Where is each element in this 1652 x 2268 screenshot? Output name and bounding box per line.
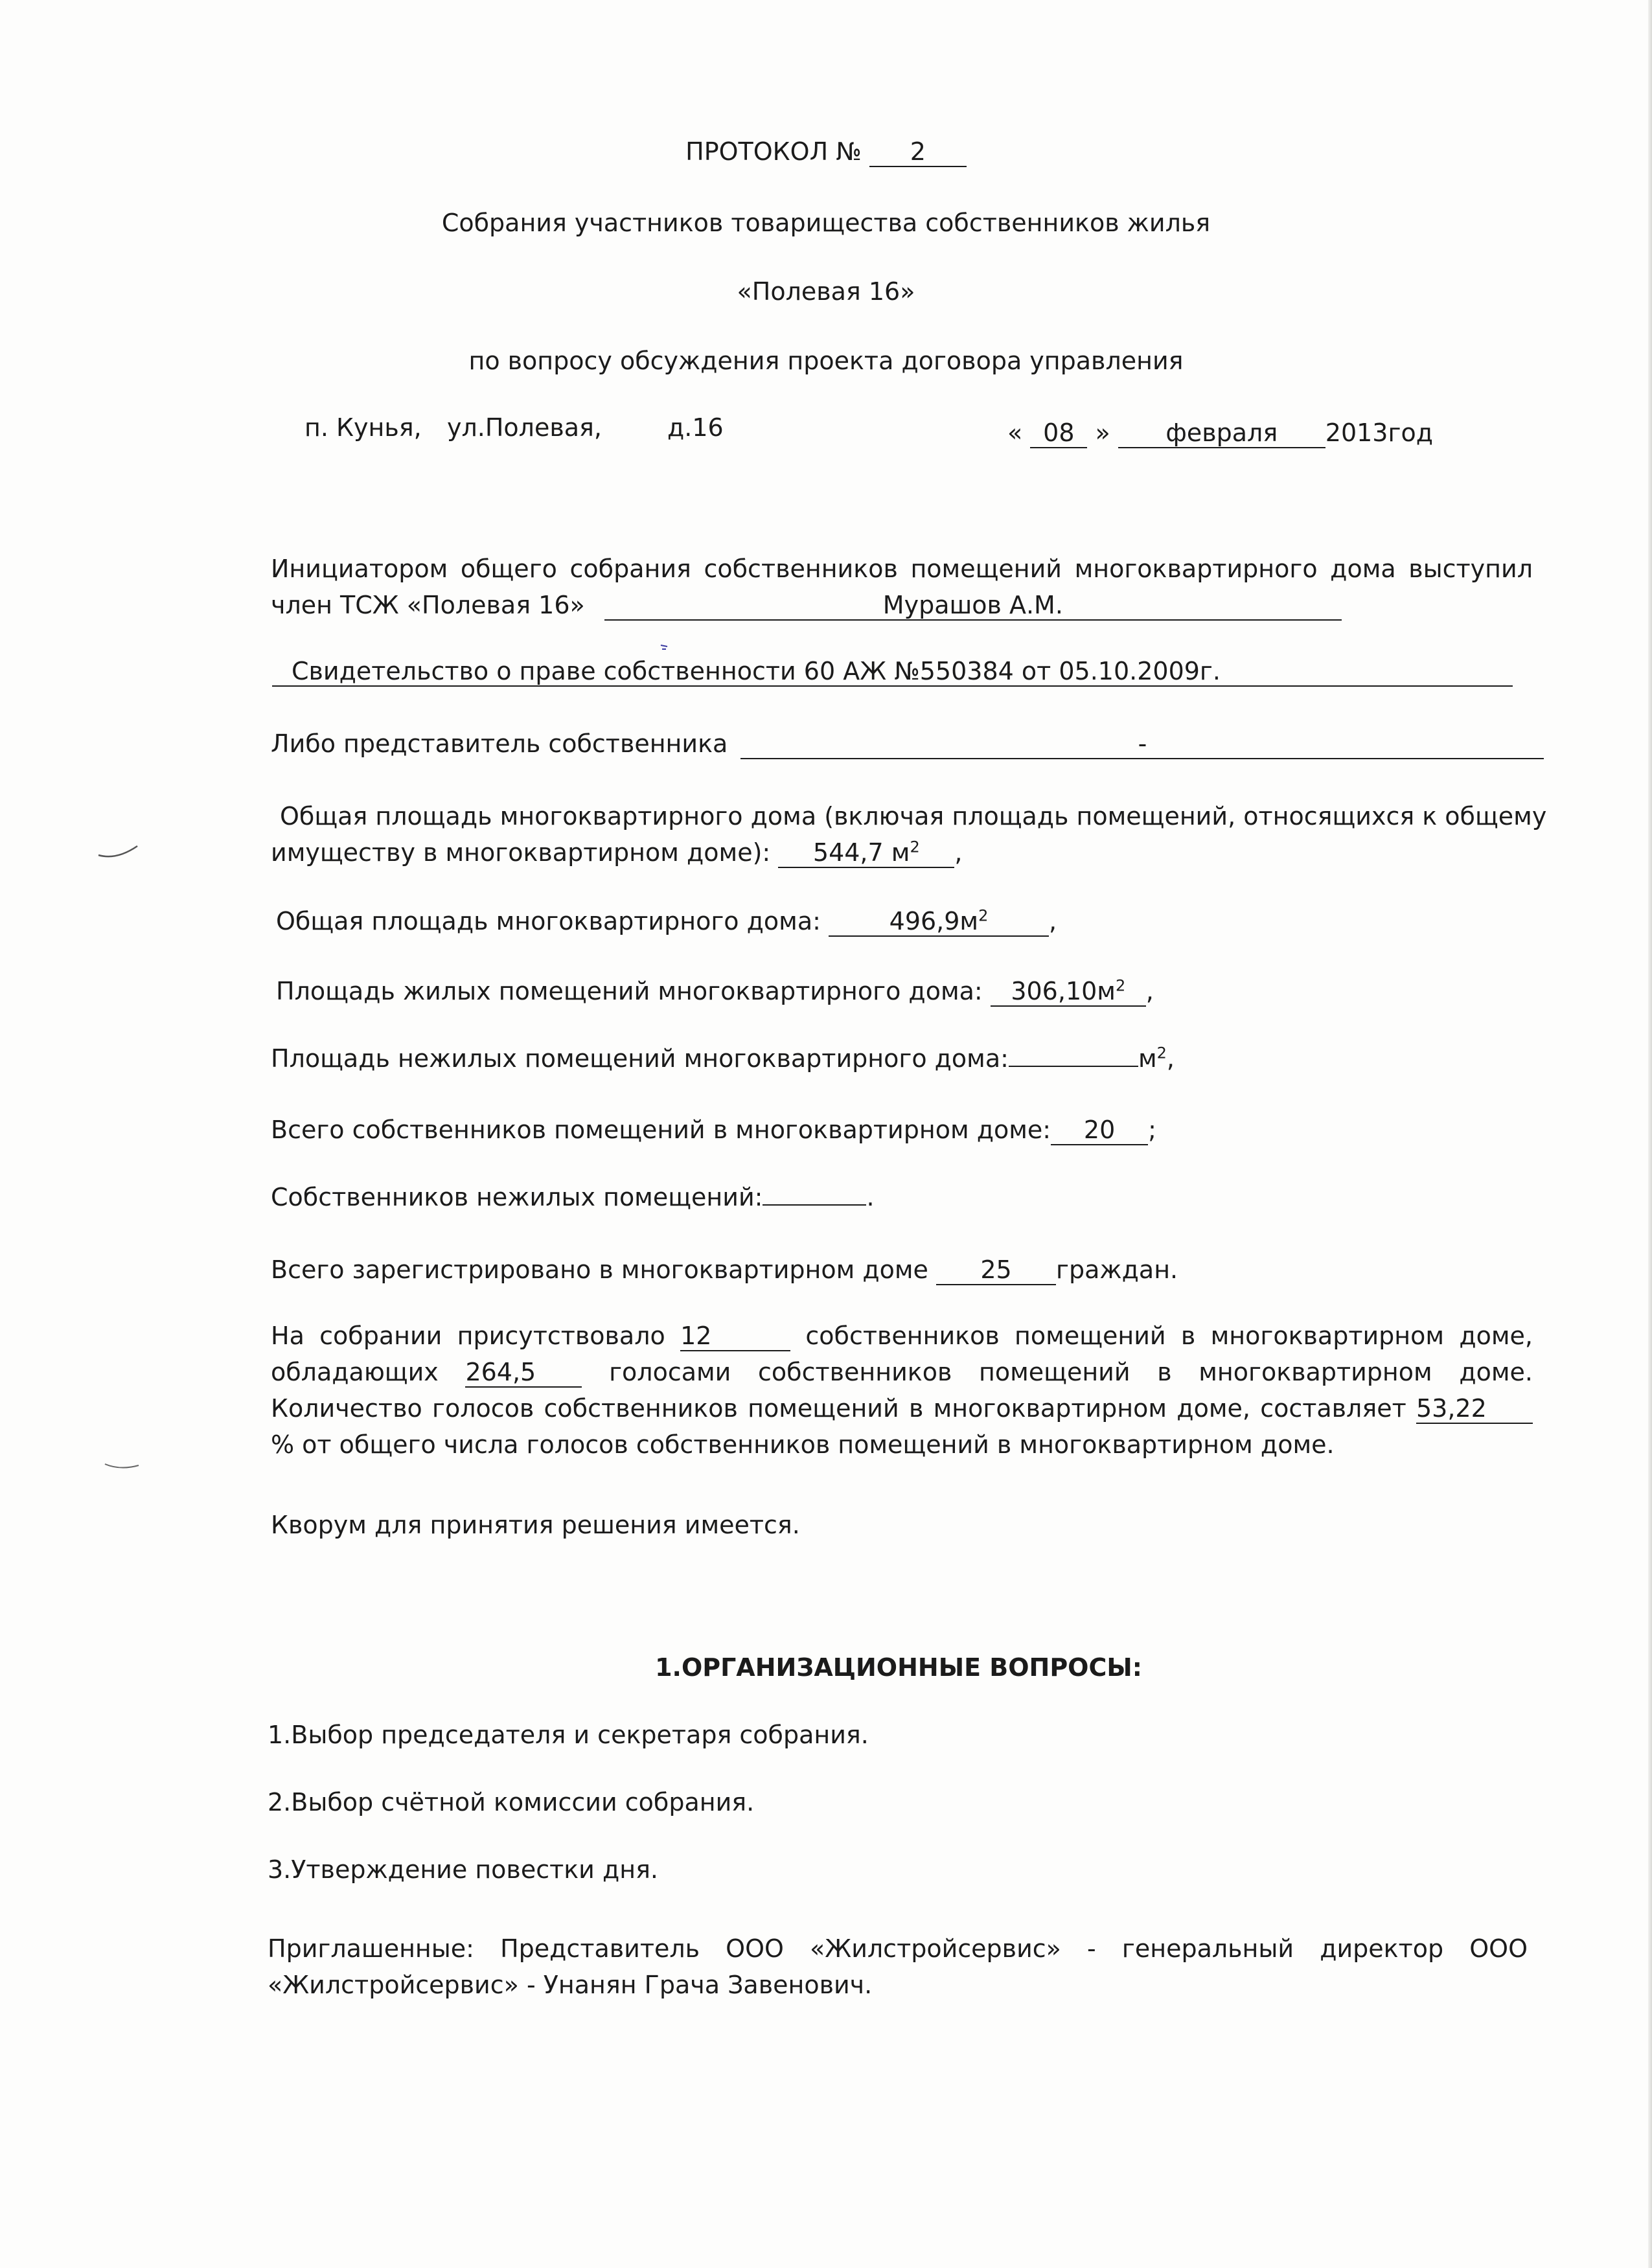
- protocol-topic: по вопросу обсуждения проекта договора управления: [468, 347, 1184, 375]
- nonliving-area-blank: [1009, 1066, 1138, 1067]
- attendance-percent: 53,22: [1416, 1395, 1533, 1424]
- registered-line: Всего зарегистрировано в многоквартирном доме 25 граждан.: [271, 1255, 1178, 1284]
- protocol-prefix: ПРОТОКОЛ №: [685, 137, 862, 166]
- attendance-votes: 264,5: [465, 1359, 582, 1388]
- certificate-line: [272, 657, 1513, 687]
- agenda-item-1: 1.Выбор председателя и секретаря собрания.: [268, 1721, 869, 1749]
- settlement: п. Кунья,: [304, 413, 422, 442]
- street: ул.Полевая,: [447, 413, 602, 442]
- nonliving-area-line: Площадь нежилых помещений многоквартирного дома: $м^2$,: [271, 1044, 1175, 1073]
- section-title: 1.ОРГАНИЗАЦИОННЫЕ ВОПРОСЫ:: [655, 1653, 1142, 1682]
- agenda-item-3: 3.Утверждение повестки дня.: [268, 1855, 659, 1884]
- living-area-value: $306,10м^2$: [991, 978, 1146, 1007]
- protocol-subtitle: Собрания участников товарищества собственников жилья: [441, 209, 1211, 237]
- total-area-incl-line2: имуществу в многоквартирном доме): 544,7 $м^2$ ,: [271, 838, 963, 867]
- attendance-present: 12: [680, 1323, 790, 1351]
- attendance-paragraph: На собрании присутствовало 12 собственников помещений в многоквартирном доме, обладающих 264,5 голосами собственников помещений в многоквартирном доме. Количество голосов собственников помещений в многоквартирном доме, составляет 53,22% от общего числа голосов собственников помещений в многоквартирном доме.: [271, 1322, 1533, 1459]
- scan-edge: [1648, 0, 1652, 2268]
- date-day: 08: [1030, 420, 1087, 448]
- total-area-incl-value: 544,7 $м^2$: [778, 840, 954, 868]
- total-area-value: $496,9м^2$: [829, 908, 1049, 937]
- protocol-number: 2: [869, 139, 967, 167]
- agenda-item-2: 2.Выбор счётной комиссии собрания.: [268, 1788, 755, 1816]
- registered-value: 25: [936, 1257, 1056, 1285]
- date-year: 2013год: [1325, 418, 1433, 447]
- owners-nonliving-line: Собственников нежилых помещений: .: [271, 1183, 875, 1211]
- protocol-title: [0, 137, 1652, 167]
- certificate: Свидетельство о праве собственности 60 АЖ №550384 от 05.10.2009г.: [272, 658, 1513, 687]
- meeting-date: « 08 » февраля 2013год: [1007, 418, 1433, 447]
- total-area-line: Общая площадь многоквартирного дома: $496,9м^2$ ,: [276, 906, 1057, 935]
- scan-mark-dot: [658, 640, 671, 653]
- quorum: Кворум для принятия решения имеется.: [271, 1511, 800, 1539]
- living-area-line: Площадь жилых помещений многоквартирного дома: $306,10м^2$ ,: [276, 976, 1154, 1005]
- scan-mark-tick-2: [104, 1459, 143, 1472]
- initiator-name: Мурашов А.М.: [604, 592, 1342, 621]
- representative-value: -: [740, 731, 1544, 759]
- tsj-name: «Полевая 16»: [737, 277, 915, 306]
- scan-mark-tick-1: [97, 842, 143, 862]
- date-month: февраля: [1118, 420, 1325, 448]
- initiator-line2: член ТСЖ «Полевая 16» Мурашов А.М.: [271, 591, 1342, 621]
- owners-total-value: 20: [1051, 1117, 1148, 1145]
- owners-total-line: Всего собственников помещений в многоквартирном доме: 20 ;: [271, 1116, 1156, 1144]
- initiator-line1: Инициатором общего собрания собственников помещений многоквартирного дома выступил: [271, 555, 1533, 583]
- representative-line: Либо представитель собственника -: [271, 729, 1544, 759]
- total-area-incl-line1: Общая площадь многоквартирного дома (включая площадь помещений, относящихся к общему: [280, 802, 1547, 830]
- invited-paragraph: Приглашенные: Представитель ООО «Жилстройсервис» - генеральный директор ООО «Жилстройсервис» - Унанян Грача Завенович.: [268, 1934, 1528, 1999]
- house: д.16: [667, 413, 724, 442]
- owners-nonliving-blank: [763, 1204, 866, 1206]
